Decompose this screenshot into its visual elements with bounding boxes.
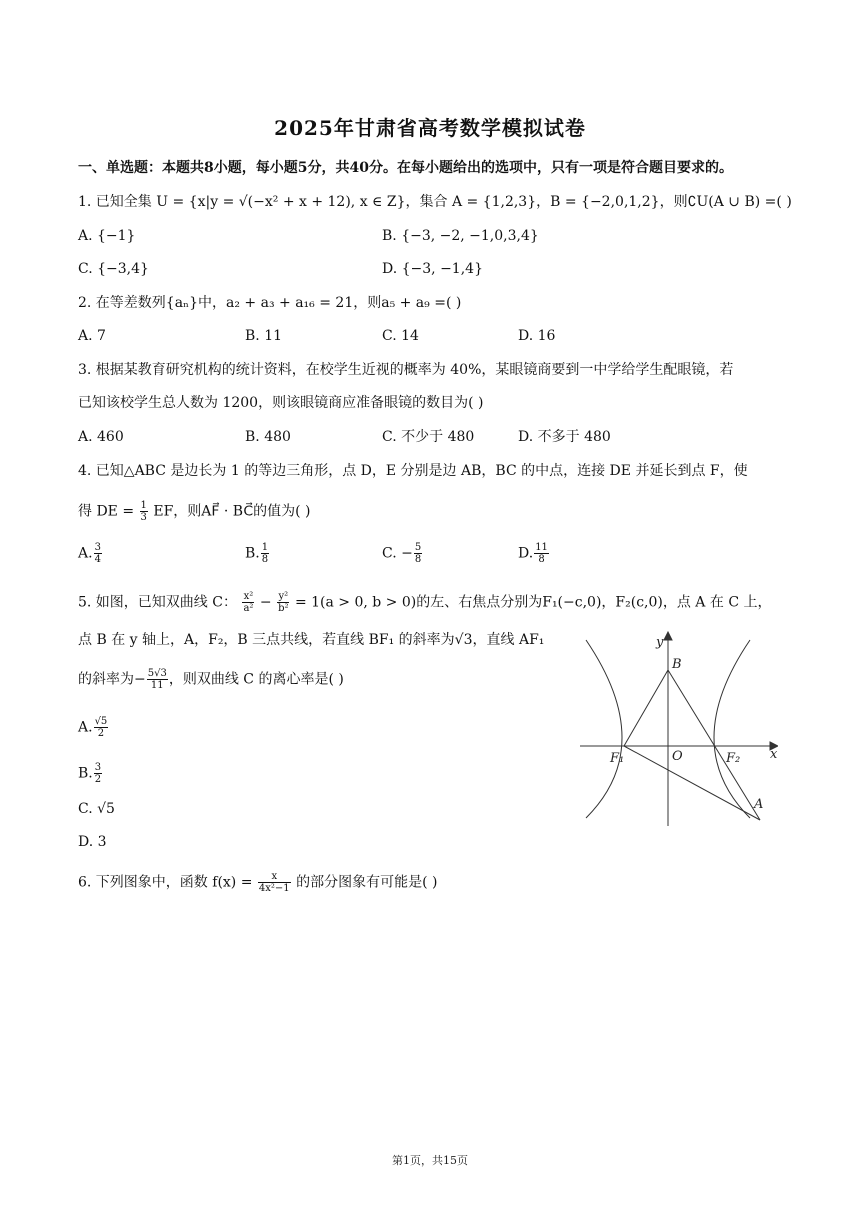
q1-option-c: C. {−3,4} [78, 261, 149, 277]
hyperbola-right-branch [714, 640, 750, 818]
line-BA [668, 670, 760, 820]
q4-text-b: EF，则AF⃗ · BC⃗的值为( ) [153, 503, 311, 520]
q5-option-a: A. $\frac{√5}{2}$ [78, 716, 108, 739]
label-x: x [770, 747, 778, 762]
question-5-stem-line3: 的斜率为− $\frac{5√3}{11}$ ，则双曲线 C 的离心率是( ) [78, 668, 344, 691]
y-axis-arrow [664, 632, 672, 640]
label-A: A [754, 797, 764, 812]
question-5-stem-line1: 5. 如图，已知双曲线 C： $\frac{\text{x²}}{\text{a²}}$ − $\frac{\text{y²}}{\text{b²}}$ = 1(a > 0, b > 0)的左、右焦点分别为F₁(−c,0)，F₂(c,0)，点 A 在 C 上， [78, 591, 772, 614]
q2-option-b: B. 11 [245, 328, 283, 344]
hyperbola-figure [578, 630, 778, 826]
q4-option-a: A. $\frac{3}{4}$ [78, 542, 101, 565]
q3-option-c: C. 不少于 480 [382, 429, 475, 445]
q4-fraction-one-third: $\frac{1}{3}$ [140, 500, 147, 523]
label-O: O [672, 749, 683, 764]
q2-option-a: A. 7 [78, 328, 106, 344]
q2-option-c: C. 14 [382, 328, 419, 344]
q1-option-d: D. {−3, −1,4} [382, 261, 483, 277]
question-4-stem-line2 [78, 500, 311, 523]
question-4-stem-line1: 4. 已知△ABC 是边长为 1 的等边三角形，点 D，E 分别是边 AB，BC 的中点，连接 DE 并延长到点 F，使 [78, 463, 748, 479]
q3-option-a: A. 460 [78, 429, 124, 445]
q4-text-a: 得 DE = [78, 503, 135, 520]
q5-option-d: D. 3 [78, 834, 107, 850]
label-F1: F₁ [610, 751, 625, 766]
page-footer: 第1页，共15页 [392, 1154, 468, 1167]
q1-option-b: B. {−3, −2, −1,0,3,4} [382, 228, 539, 244]
page-title: 2025年甘肃省高考数学模拟试卷 [274, 116, 586, 140]
label-B: B [672, 657, 682, 672]
q5-option-c: C. √5 [78, 801, 115, 817]
question-5-stem-line2: 点 B 在 y 轴上，A，F₂，B 三点共线，若直线 BF₁ 的斜率为√3，直线 AF₁ [78, 632, 545, 648]
q4-option-d: D. $\frac{11}{8}$ [518, 542, 548, 565]
q4-option-c: C. − $\frac{5}{8}$ [382, 542, 422, 565]
label-F2: F₂ [726, 751, 741, 766]
line-BF1 [624, 670, 668, 746]
q1-option-a: A. {−1} [78, 228, 136, 244]
label-y: y [656, 635, 664, 650]
q3-option-d: D. 不多于 480 [518, 429, 611, 445]
question-3-stem-line2: 已知该校学生总人数为 1200，则该眼镜商应准备眼镜的数目为( ) [78, 395, 484, 411]
q2-option-d: D. 16 [518, 328, 556, 344]
question-3-stem-line1: 3. 根据某教育研究机构的统计资料，在校学生近视的概率为 40%，某眼镜商要到一中学给学生配眼镜，若 [78, 362, 734, 378]
q3-option-b: B. 480 [245, 429, 291, 445]
q4-option-b: B. $\frac{1}{8}$ [245, 542, 269, 565]
question-2-stem: 2. 在等差数列{aₙ}中，a₂ + a₃ + a₁₆ = 21，则a₅ + a₉ =( ) [78, 295, 462, 311]
section-heading: 一、单选题：本题共8小题，每小题5分，共40分。在每小题给出的选项中，只有一项是符合题目要求的。 [78, 160, 733, 176]
hyperbola-left-branch [586, 640, 625, 818]
question-6-stem: 6. 下列图象中，函数 f(x) = $\frac{x}{\text{4x²−1}}$ 的部分图象有可能是( ) [78, 871, 438, 894]
question-1-stem: 1. 已知全集 U = {x|y = √(−x² + x + 12), x ∈ Z}，集合 A = {1,2,3}，B = {−2,0,1,2}，则∁U(A ∪ B) =( ) [78, 194, 792, 210]
q5-option-b: B. $\frac{3}{2}$ [78, 762, 102, 785]
